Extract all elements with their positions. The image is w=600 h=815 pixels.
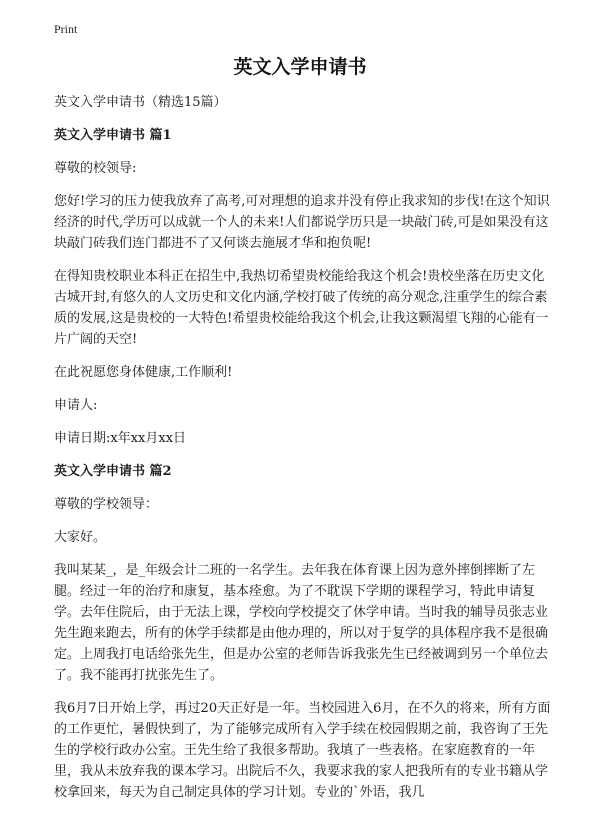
section-heading: 英文入学申请书 篇1: [54, 128, 172, 143]
document-subtitle: 英文入学申请书（精选15篇）: [54, 95, 227, 110]
applicant-line: 申请人:: [54, 398, 98, 413]
greeting: 尊敬的学校领导：: [54, 497, 159, 512]
paragraph: 我叫某某_，是_年级会计二班的一名学生。去年我在体育课上因为意外摔倒摔断了左腿。经过一年的治疗和康复，基本痊愈。为了不耽误下学期的课程学习，特此申请复学。去年住院后，由于无法上课，学校向学校提交了休学申请。当时我的辅导员张志业先生跑来跑去，所有的休学手续都是由他办理的，所以对于复学的具体程序我不是很确定。上周我打电话给张先生，但是办公室的老师告诉我张先生已经被调到另一个单位去了。我不能再打扰张先生了。: [54, 563, 549, 683]
page-title: 英文入学申请书: [233, 56, 367, 78]
section-2: [54, 461, 556, 803]
paragraph: 大家好。: [54, 530, 107, 545]
paragraph: 我6月7日开始上学，再过20天正好是一年。当校园进入6月，在不久的将来，所有方面的工作更忙，暑假快到了，为了能够完成所有入学手续在校园假期之前，我咨询了王先生的学校行政办公室。王先生给了我很多帮助。我填了一些表格。在家庭教育的一年里，我从未放弃我的课本学习。出院后不久，我要求我的家人把我所有的专业书籍从学校拿回来，每天为自己制定具体的学习计划。专业的`外语，我几: [54, 701, 551, 800]
paragraph: 在此祝愿您身体健康,工作顺利!: [54, 365, 233, 380]
print-label: Print: [54, 22, 78, 36]
greeting: 尊敬的校领导:: [54, 161, 137, 176]
section-heading: 英文入学申请书 篇2: [54, 464, 172, 479]
document-body: [54, 92, 556, 815]
paragraph: 您好!学习的压力使我放弃了高考,可对理想的追求并没有停止我求知的步伐!在这个知识经济的时代,学历可以成就一个人的未来!人们都说学历只是一块敲门砖,可是如果没有这块敲门砖我们连门都进不了又何谈去施展才华和抱负呢!: [54, 194, 550, 251]
paragraph: 在得知贵校职业本科正在招生中,我热切希望贵校能给我这个机会!贵校坐落在历史文化古城开封,有悠久的人文历史和文化内涵,学校打破了传统的高分观念,注重学生的综合素质的发展,这是贵校的一大特色!希望贵校能给我这个机会,让我这颗渴望飞翔的心能有一片广阔的天空!: [54, 269, 549, 347]
section-1: [54, 125, 556, 449]
date-line: 申请日期:x年xx月xx日: [54, 431, 187, 446]
